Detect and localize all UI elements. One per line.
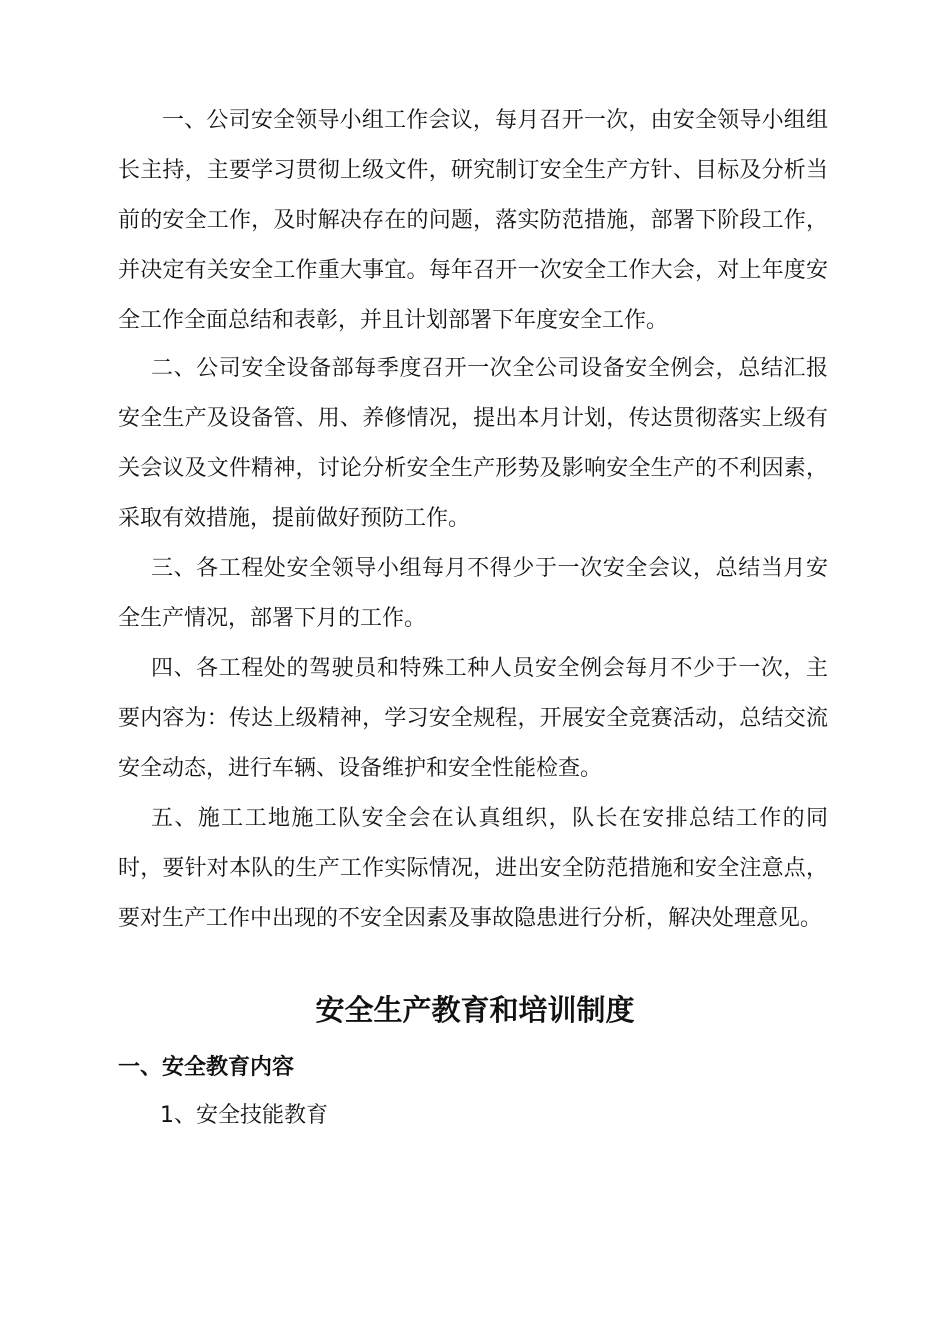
section-heading: 一、安全教育内容	[118, 1055, 295, 1080]
document-title: 安全生产教育和培训制度	[315, 993, 635, 1027]
paragraph-meetings-drivers: 四、各工程处的驾驶员和特殊工种人员安全例会每月不少于一次，主要内容为：传达上级精神，学习安全规程，开展安全竞赛活动，总结交流安全动态，进行车辆、设备维护和安全性能检查。	[118, 656, 828, 781]
paragraph-meetings-leadership: 一、公司安全领导小组工作会议，每月召开一次，由安全领导小组组长主持，主要学习贯彻上级文件，研究制订安全生产方针、目标及分析当前的安全工作，及时解决存在的问题，落实防范措施，部署下阶段工作，并决定有关安全工作重大事宜。每年召开一次安全工作大会，对上年度安全工作全面总结和表彰，并且计划部署下年度安全工作。	[118, 108, 828, 333]
paragraph-meetings-engineering: 三、各工程处安全领导小组每月不得少于一次安全会议，总结当月安全生产情况，部署下月的工作。	[118, 556, 828, 631]
paragraph-meetings-site: 五、施工工地施工队安全会在认真组织，队长在安排总结工作的同时，要针对本队的生产工作实际情况，进出安全防范措施和安全注意点，要对生产工作中出现的不安全因素及事故隐患进行分析，解决处理意见。	[118, 806, 828, 931]
paragraph-meetings-equipment: 二、公司安全设备部每季度召开一次全公司设备安全例会，总结汇报安全生产及设备管、用、养修情况，提出本月计划，传达贯彻落实上级有关会议及文件精神，讨论分析安全生产形势及影响安全生产的不利因素，采取有效措施，提前做好预防工作。	[118, 356, 828, 531]
list-item: 1、安全技能教育	[160, 1103, 328, 1128]
